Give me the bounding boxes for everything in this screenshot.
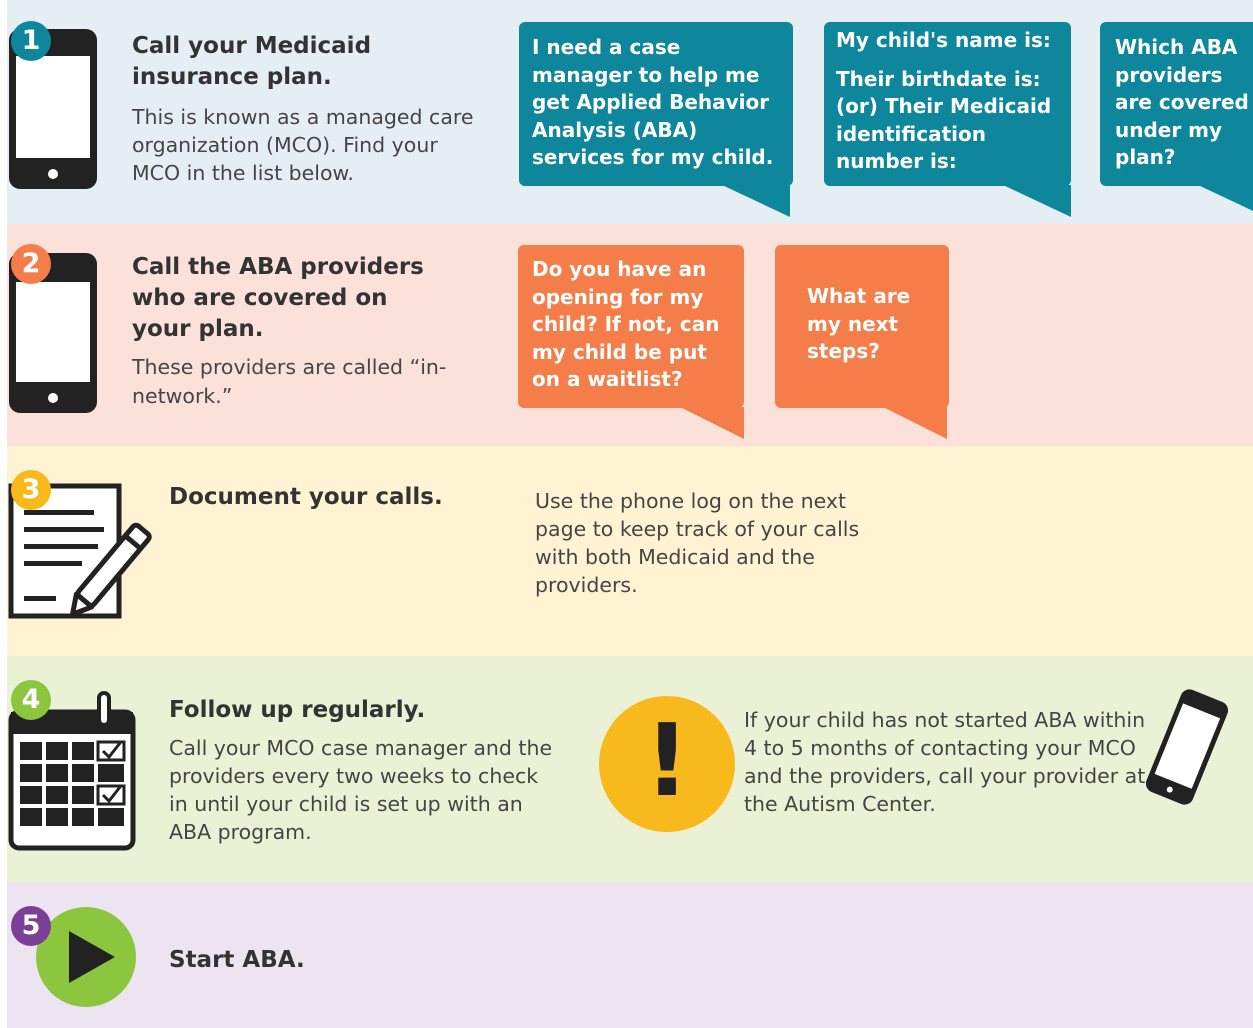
speech-bubble [1100, 22, 1253, 186]
step-number-badge: 2 [11, 244, 51, 284]
alert-message: If your child has not started ABA within 4 to 5 months of contacting your MCO and the providers, call your provider at the Autism Center. [744, 708, 1146, 816]
speech-bubble-tail [883, 407, 947, 439]
speech-bubble-tail [1003, 185, 1071, 217]
step-number-badge: 5 [11, 906, 51, 946]
step-3-description: Use the phone log on the next page to keep track of your calls with both Medicaid and the providers. [535, 489, 860, 597]
speech-bubble [518, 245, 744, 408]
step-2-description: These providers are called “in-network.” [132, 355, 447, 408]
step-number-badge: 4 [11, 680, 51, 720]
step-1-description: This is known as a managed care organization (MCO). Find your MCO in the list below. [132, 105, 474, 185]
speech-bubble [519, 22, 793, 186]
step-2-title: Call the ABA providers who are covered on your plan. [132, 254, 424, 342]
speech-bubble-text: Which ABA providers are covered under my plan? [1115, 35, 1249, 169]
step-number-badge: 1 [11, 21, 51, 61]
speech-bubble [824, 22, 1071, 186]
speech-bubble-tail [722, 185, 790, 217]
speech-bubble-tail [680, 407, 744, 439]
speech-bubble [775, 245, 949, 408]
step-number-badge: 3 [11, 470, 51, 510]
step-5-title: Start ABA. [169, 947, 305, 973]
speech-bubble-text: My child's name is: [836, 28, 1051, 52]
speech-bubble-tail [1198, 185, 1253, 217]
speech-bubble-text: What are my next steps? [807, 284, 911, 363]
exclamation-icon: ! [599, 696, 735, 832]
step-1-title: Call your Medicaid insurance plan. [132, 33, 372, 90]
speech-bubble-text: Their birthdate is: (or) Their Medicaid identification number is: [836, 66, 1052, 173]
speech-bubble-text: I need a case manager to help me get Applied Behavior Analysis (ABA) services for my child. [532, 35, 774, 169]
speech-bubble-text: Do you have an opening for my child? If not, can my child be put on a waitlist? [532, 257, 720, 391]
smartphone-icon [1140, 688, 1235, 806]
step-3-title: Document your calls. [169, 484, 443, 510]
step-4-description: Call your MCO case manager and the providers every two weeks to check in until your child is set up with an ABA program. [169, 736, 553, 844]
step-4-title: Follow up regularly. [169, 697, 426, 723]
play-icon [36, 907, 136, 1007]
